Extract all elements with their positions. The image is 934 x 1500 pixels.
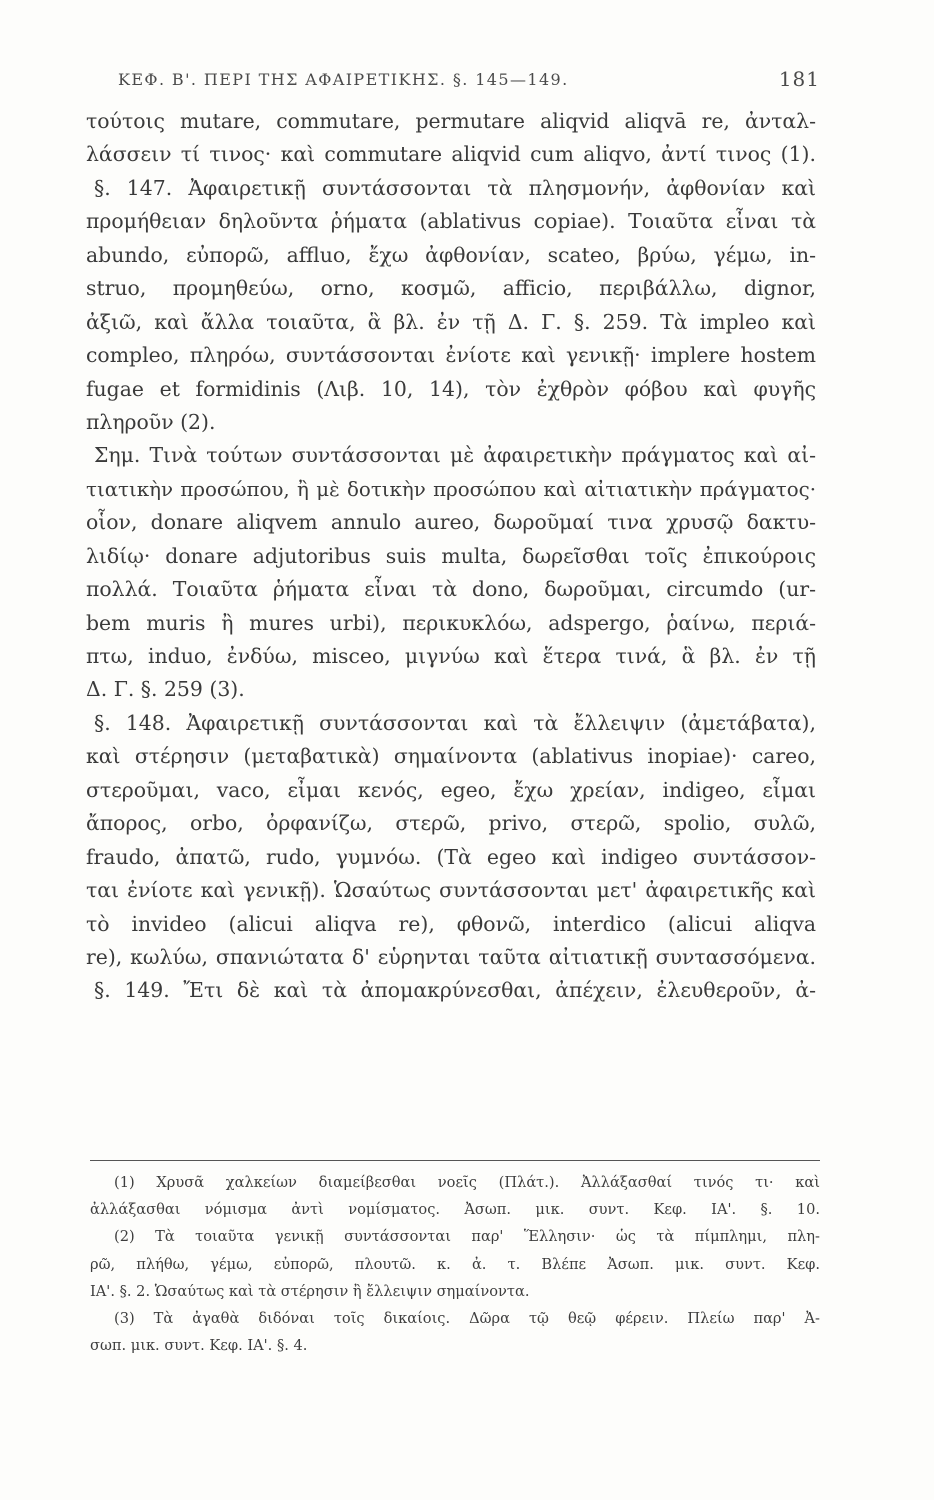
footnotes [90,1160,820,1359]
text-line: ἄπορος, orbo, ὀρφανίζω, στερῶ, privo, στερῶ, spolio, συλῶ, [86,811,816,836]
text-line: τούτοις mutare, commutare, permutare aliqvid aliqvā re, ἀνταλ- [86,109,816,133]
page-number: 181 [778,67,820,91]
text-line: τὸ invideo (alicui aliqva re), φθονῶ, interdico (alicui aliqva [86,911,816,936]
text-line: re), κωλύω, σπανιώτατα δ' εὑρηνται ταῦτα αἰτιατικῇ συντασσόμενα. [86,944,816,969]
footnote-line: ἀλλάξασθαι νόμισμα ἀντὶ νομίσματος. Ἀσωπ. μικ. συντ. Κεφ. ΙΑ'. §. 10. [90,1201,820,1219]
footnote-line: ΙΑ'. §. 2. Ὡσαύτως καὶ τὰ στέρησιν ἢ ἔλλειψιν σημαίνοντα. [90,1282,530,1300]
text-line: bem muris ἢ mures urbi), περικυκλόω, adspergo, ῥαίνω, περιά- [86,610,816,635]
footnote-line: (2) Τὰ τοιαῦτα γενικῇ συντάσσονται παρ' Ἕλλησιν· ὡς τὰ πίμπλημι, πλη- [114,1228,820,1246]
text-line: abundo, εὐπορῶ, affluo, ἔχω ἀφθονίαν, scateo, βρύω, γέμω, in- [86,242,816,267]
text-line: Δ. Γ. §. 259 (3). [86,677,245,702]
text-line: §. 147. Ἀφαιρετικῇ συντάσσονται τὰ πλησμονήν, ἀφθονίαν καὶ [94,175,816,200]
text-line: τιατικὴν προσώπου, ἢ μὲ δοτικὴν προσώπου καὶ αἰτιατικὴν πράγματος· [86,477,816,501]
text-line: ται ἐνίοτε καὶ γενικῇ). Ὡσαύτως συντάσσονται μετ' ἀφαιρετικῆς καὶ [86,878,816,903]
text-line: στεροῦμαι, vaco, εἶμαι κενός, egeo, ἔχω χρείαν, indigeo, εἶμαι [86,777,816,802]
text-line: πληροῦν (2). [86,409,216,434]
text-line: πτω, induo, ἐνδύω, misceo, μιγνύω καὶ ἕτερα τινά, ἃ βλ. ἐν τῇ [86,644,816,668]
footnote-line: ρῶ, πλήθω, γέμω, εὐπορῶ, πλουτῶ. κ. ἀ. τ. Βλέπε Ἀσωπ. μικ. συντ. Κεφ. [90,1255,820,1273]
footnote-line: (1) Χρυσᾶ χαλκείων διαμείβεσθαι νοεῖς (Πλάτ.). Ἀλλάξασθαί τινός τι· καὶ [114,1174,820,1191]
running-title: ΚΕΦ. Β'. ΠΕΡΙ ΤΗΣ ΑΦΑΙΡΕΤΙΚΗΣ. §. 145—149. [118,70,569,89]
text-line: fraudo, ἀπατῶ, rudo, γυμνόω. (Τὰ egeo καὶ indigeo συντάσσον- [86,844,816,869]
text-line: fugae et formidinis (Λιβ. 10, 14), τὸν ἐχθρὸν φόβου καὶ φυγῆς [86,376,816,401]
footnote-line: (3) Τὰ ἀγαθὰ διδόναι τοῖς δικαίοις. Δῶρα τῷ θεῷ φέρειν. Πλείω παρ' Ἀ- [114,1309,820,1327]
text-line: §. 148. Ἀφαιρετικῇ συντάσσονται καὶ τὰ ἔλλειψιν (ἀμετάβατα), [94,710,816,735]
text-line: λάσσειν τί τινος· καὶ commutare aliqvid cum aliqvo, ἀντί τινος (1). [86,142,816,167]
text-line: οἷον, donare aliqvem annulo aureo, δωροῦμαί τινα χρυσῷ δακτυ- [86,510,816,535]
text-line: λιδίῳ· donare adjutoribus suis multa, δωρεῖσθαι τοῖς ἐπικούροις [86,543,816,568]
text-line: προμήθειαν δηλοῦντα ῥήματα (ablativus copiae). Τοιαῦτα εἶναι τὰ [86,209,816,234]
running-header [118,67,820,91]
text-line: Σημ. Τινὰ τούτων συντάσσονται μὲ ἀφαιρετικὴν πράγματος καὶ αἰ- [94,443,816,468]
text-line: §. 149. Ἔτι δὲ καὶ τὰ ἀπομακρύνεσθαι, ἀπέχειν, ἐλευθεροῦν, ἀ- [94,978,816,1003]
main-text [86,105,816,1008]
text-line: compleo, πληρόω, συντάσσονται ἐνίοτε καὶ γενικῇ· implere hostem [86,343,816,368]
footnote-line: σωπ. μικ. συντ. Κεφ. ΙΑ'. §. 4. [90,1337,308,1355]
text-line: ἀξιῶ, καὶ ἄλλα τοιαῦτα, ἃ βλ. ἐν τῇ Δ. Γ. §. 259. Τὰ impleo καὶ [86,309,816,334]
text-line: πολλά. Τοιαῦτα ῥήματα εἶναι τὰ dono, δωροῦμαι, circumdo (ur- [86,577,816,602]
text-line: struo, προμηθεύω, orno, κοσμῶ, afficio, περιβάλλω, dignor, [86,276,816,301]
text-line: καὶ στέρησιν (μεταβατικὰ) σημαίνοντα (ablativus inopiae)· careo, [86,744,816,769]
